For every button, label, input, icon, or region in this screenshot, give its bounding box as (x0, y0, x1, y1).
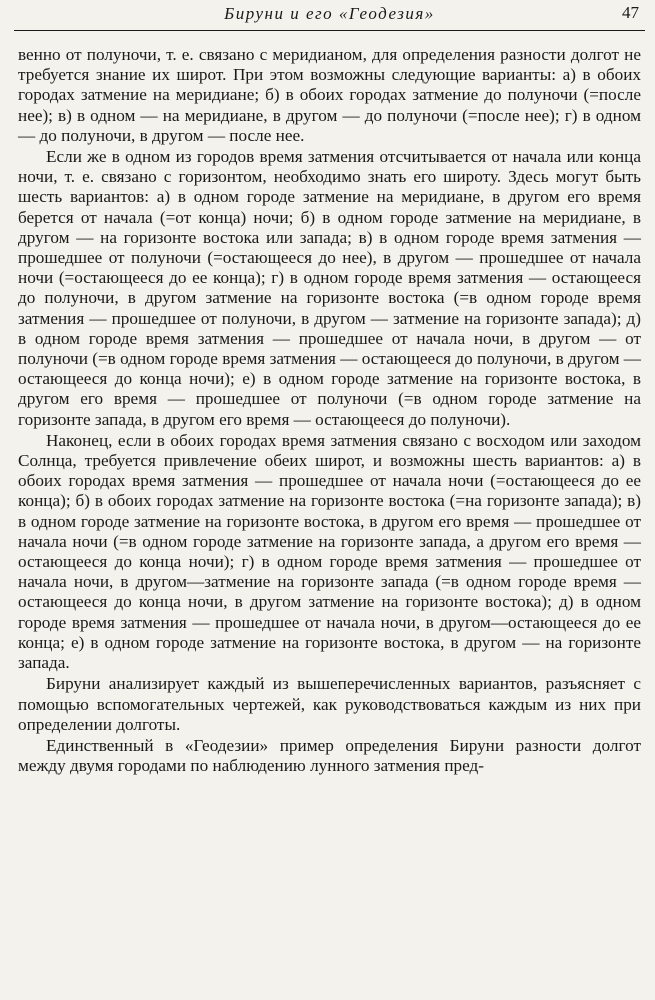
paragraph-2: Если же в одном из городов время затмения отсчитывается от начала или конца ночи, т. е. связано с горизонтом, необходимо знать его широту. Здесь могут быть шесть вариантов: а) в одном городе затмение на меридиане, в другом его время берется от начала (=от конца) ночи; б) в одном городе затмение на меридиане, в другом — на горизонте востока или запада; в) в одном городе время затмения — прошедшее от полуночи (=остающееся до нее), в другом — прошедшее от начала ночи (=остающееся до ее конца); г) в одном городе время затмения — остающееся до полуночи, в другом затмение на горизонте востока (=в одном городе время затмения — прошедшее от полуночи, в другом — затмение на горизонте запада); д) в одном городе время затмения — прошедшее от начала ночи, в другом — от полуночи (=в одном городе время затмения — остающееся до полуночи, в другом — остающееся до конца ночи); е) в одном городе затмение на горизонте востока, в другом его время — прошедшее от полуночи (=в одном городе затмение на горизонте запада, в другом его время — остающееся до полуночи). (18, 147, 641, 429)
paragraph-4: Бируни анализирует каждый из вышеперечисленных вариантов, разъясняет с помощью вспомогательных чертежей, как руководствоваться каждым из них при определении долготы. (18, 674, 641, 734)
body-text (18, 45, 641, 777)
page-header (14, 0, 645, 31)
paragraph-1: венно от полуночи, т. е. связано с меридианом, для определения разности долгот не требуется знание их широт. При этом возможны следующие варианты: а) в обоих городах затмение на меридиане; б) в обоих городах затмение до полуночи (=после нее); в) в одном — на меридиане, в другом — до полуночи (=после нее); г) в одном — до полуночи, в другом — после нее. (18, 45, 641, 145)
paragraph-3: Наконец, если в обоих городах время затмения связано с восходом или заходом Солнца, требуется привлечение обеих широт, и возможны шесть вариантов: а) в обоих городах время затмения — прошедшее от начала ночи (=остающееся до ее конца); б) в обоих городах затмение на горизонте востока (=на горизонте запада); в) в одном городе затмение на горизонте востока, в другом его время — прошедшее от начала ночи (=в одном городе затмение на горизонте запада, а другом его время — остающееся до конца ночи); г) в одном городе время затмения — прошедшее от начала ночи, в другом—затмение на горизонте запада (=в одном городе время — остающееся до конца ночи, в другом затмение на горизонте востока); д) в одном городе время затмения — прошедшее от начала ночи, в другом—остающееся до ее конца; е) в одном городе затмение на горизонте востока, в другом — на горизонте запада. (18, 430, 641, 673)
page-number: 47 (622, 3, 639, 22)
paragraph-5: Единственный в «Геодезии» пример определения Бируни разности долгот между двумя городами по наблюдению лунного затмения пред- (18, 735, 641, 776)
running-title: Бируни и его «Геодезия» (224, 4, 435, 23)
